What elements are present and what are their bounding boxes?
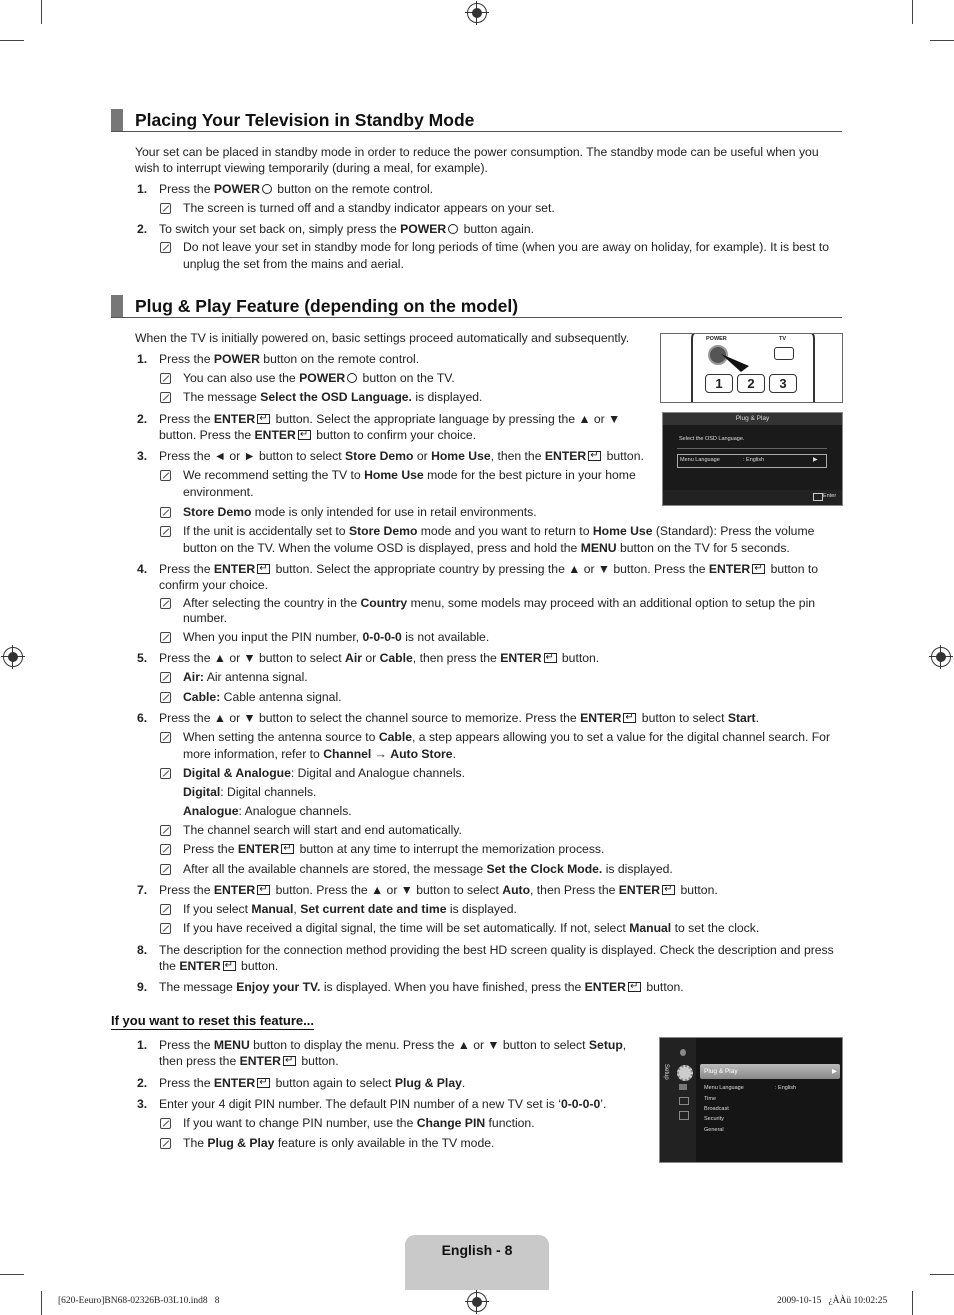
step-text: Press the MENU button to display the menu. Press the ▲ or ▼ button to select Setup, (159, 1038, 627, 1052)
note-text: Press the ENTER↵ button at any time to interrupt the memorization process. (183, 841, 604, 858)
note-text: You can also use the POWER button on the TV. (183, 371, 455, 385)
step-number: 2. (137, 412, 148, 426)
note-icon (160, 242, 171, 253)
note-text: When setting the antenna source to Cable, a step appears allowing you to set a value for the digital channel search. For (183, 730, 831, 744)
note-text: When you input the PIN number, 0-0-0-0 is not available. (183, 630, 490, 644)
osd-setup-menu (659, 1037, 843, 1163)
note-icon (160, 470, 171, 481)
osd-menu-language-label: Menu Language (680, 457, 720, 463)
paragraph: Your set can be placed in standby mode in order to reduce the power consumption. The standby mode can be useful when you (135, 145, 819, 159)
note-icon (160, 768, 171, 779)
step-text: Press the ENTER↵ button. Press the ▲ or ▼ button to select Auto, then Press the ENTER↵ button. (159, 882, 718, 899)
osd-right-arrow-icon: ▶ (813, 457, 818, 463)
osd-prompt: Select the OSD Language. (679, 436, 745, 442)
step-number: 1. (137, 352, 148, 366)
note-text: environment. (183, 485, 254, 499)
note-icon (160, 923, 171, 934)
registration-mark-icon (3, 647, 23, 667)
note-icon (160, 1118, 171, 1129)
note-icon (160, 844, 171, 855)
enter-icon (223, 961, 236, 971)
note-text: The Plug & Play feature is only available in the TV mode. (183, 1136, 495, 1150)
osd-right-arrow-icon: ▶ (832, 1068, 837, 1075)
note-icon (160, 632, 171, 643)
tv-button-icon (774, 347, 794, 360)
key-1: 1 (705, 374, 733, 393)
enter-icon (752, 564, 765, 574)
note-text: Air: Air antenna signal. (183, 670, 308, 684)
step-number: 9. (137, 980, 148, 994)
step-number: 2. (137, 1076, 148, 1090)
input-icon (679, 1097, 689, 1105)
note-icon (160, 526, 171, 537)
note-text: button on the TV. When the volume OSD is displayed, press and hold the MENU button on the TV for 5 seconds. (183, 541, 790, 555)
note-icon (160, 392, 171, 403)
step-text: Press the POWER button on the remote control. (159, 182, 434, 196)
note-text: If you want to change PIN number, use the Change PIN function. (183, 1116, 535, 1130)
sound-icon (679, 1084, 687, 1090)
enter-icon (813, 493, 823, 501)
note-text: If you have received a digital signal, the time will be set automatically. If not, select Manual to set the clock. (183, 921, 760, 935)
note-icon (160, 732, 171, 743)
step-text: then press the ENTER↵ button. (159, 1053, 339, 1070)
tv-label: TV (779, 336, 787, 342)
section-title: Plug & Play Feature (depending on the model) (135, 296, 519, 316)
paragraph: When the TV is initially powered on, basic settings proceed automatically and subsequently. (135, 331, 630, 345)
step-text: Press the ENTER↵ button. Select the appropriate language by pressing the ▲ or ▼ (159, 411, 620, 428)
osd-title: Plug & Play (663, 413, 842, 425)
note-text: After all the available channels are stored, the message Set the Clock Mode. is displayed. (183, 862, 673, 876)
note-text: If the unit is accidentally set to Store Demo mode and you want to return to Home Use (Standard): Press the volume (183, 524, 815, 538)
step-number: 1. (137, 182, 148, 196)
note-text: Digital: Digital channels. (183, 785, 317, 799)
enter-icon (298, 430, 311, 440)
registration-mark-icon (467, 1292, 487, 1312)
note-text: Store Demo mode is only intended for use in retail environments. (183, 505, 537, 519)
step-text: The message Enjoy your TV. is displayed. When you have finished, press the ENTER↵ button. (159, 979, 684, 996)
step-text: confirm your choice. (159, 578, 269, 592)
setup-gear-icon (677, 1065, 693, 1081)
note-icon (160, 373, 171, 384)
osd-menu-value: : English (775, 1085, 797, 1091)
power-icon (262, 184, 272, 194)
enter-icon (281, 844, 294, 854)
enter-icon (257, 564, 270, 574)
power-label: POWER (706, 336, 727, 342)
osd-language-screen (662, 412, 843, 506)
step-text: button. Press the ENTER↵ button to confirm your choice. (159, 427, 476, 444)
step-number: 8. (137, 943, 148, 957)
step-number: 2. (137, 222, 148, 236)
step-text: Press the ENTER↵ button again to select Plug & Play. (159, 1075, 465, 1092)
note-icon (160, 203, 171, 214)
page-number: English - 8 (441, 1242, 513, 1258)
step-number: 4. (137, 562, 148, 576)
note-text: Analogue: Analogue channels. (183, 804, 352, 818)
enter-icon (623, 713, 636, 723)
enter-icon (283, 1056, 296, 1066)
step-number: 1. (137, 1038, 148, 1052)
step-text: The description for the connection method providing the best HD screen quality is displayed. Check the description and press (159, 943, 834, 957)
note-icon (160, 507, 171, 518)
note-icon (160, 1138, 171, 1149)
osd-menu-item: Menu Language (704, 1085, 744, 1091)
osd-menu-item: Broadcast (704, 1106, 729, 1112)
osd-menu-language-value: : English (743, 457, 765, 463)
osd-menu-item: Security (704, 1116, 724, 1122)
registration-mark-icon (467, 3, 487, 23)
power-icon (347, 373, 357, 383)
note-text: We recommend setting the TV to Home Use mode for the best picture in your home (183, 468, 636, 482)
note-text: number. (183, 611, 228, 625)
paragraph: wish to interrupt viewing temporarily (during a meal, for example). (135, 161, 488, 175)
note-text: Cable: Cable antenna signal. (183, 690, 342, 704)
note-text: Do not leave your set in standby mode for long periods of time (when you are away on holiday, for example). It is best to (183, 240, 830, 254)
support-icon (679, 1111, 689, 1120)
note-text: After selecting the country in the Country menu, some models may proceed with an additional option to setup the pin (183, 596, 816, 610)
picture-icon (680, 1049, 686, 1056)
enter-icon (257, 1078, 270, 1088)
osd-menu-item: Time (704, 1096, 717, 1102)
step-number: 7. (137, 883, 148, 897)
osd-side-label: Setup (663, 1064, 669, 1080)
step-text: Enter your 4 digit PIN number. The default PIN number of a new TV set is ‘0-0-0-0’. (159, 1097, 607, 1111)
enter-icon (588, 451, 601, 461)
step-text: the ENTER↵ button. (159, 958, 278, 975)
step-text: Press the ENTER↵ button. Select the appropriate country by pressing the ▲ or ▼ button. Press the ENTER↵ button to (159, 561, 818, 578)
key-3: 3 (769, 374, 797, 393)
osd-menu-item: General (704, 1127, 724, 1133)
osd-enter-label: Enter (823, 493, 837, 499)
note-icon (160, 864, 171, 875)
note-icon (160, 904, 171, 915)
enter-icon (662, 885, 675, 895)
remote-illustration (660, 333, 843, 403)
step-number: 3. (137, 1097, 148, 1111)
note-text: The message Select the OSD Language. is displayed. (183, 390, 483, 404)
footer-date: 2009-10-15 ¿ÀÀü 10:02:25 (777, 1296, 888, 1306)
step-number: 3. (137, 449, 148, 463)
note-text: unplug the set from the mains and aerial. (183, 257, 404, 271)
pointer-arrow-icon (719, 352, 759, 374)
note-icon (160, 672, 171, 683)
note-text: The screen is turned off and a standby indicator appears on your set. (183, 201, 555, 215)
subheading: If you want to reset this feature... (111, 1013, 314, 1028)
power-icon (448, 224, 458, 234)
note-text: The channel search will start and end automatically. (183, 823, 462, 837)
step-number: 5. (137, 651, 148, 665)
enter-icon (544, 653, 557, 663)
enter-icon (628, 982, 641, 992)
step-text: To switch your set back on, simply press the POWER button again. (159, 222, 535, 236)
section-title: Placing Your Television in Standby Mode (135, 110, 475, 130)
note-icon (160, 825, 171, 836)
step-text: Press the ▲ or ▼ button to select the channel source to memorize. Press the ENTER↵ button to select Start. (159, 710, 759, 727)
note-text: If you select Manual, Set current date and time is displayed. (183, 902, 517, 916)
key-2: 2 (737, 374, 765, 393)
step-text: Press the POWER button on the remote control. (159, 352, 420, 366)
step-number: 6. (137, 711, 148, 725)
note-text: more information, refer to Channel → Auto Store. (183, 747, 456, 761)
registration-mark-icon (931, 647, 951, 667)
section-heading-standby (111, 109, 842, 132)
step-text: Press the ◄ or ► button to select Store Demo or Home Use, then the ENTER↵ button. (159, 448, 644, 465)
footer-file: [620-Eeuro]BN68-02326B-03L10.ind8 8 (58, 1296, 220, 1306)
enter-icon (257, 414, 270, 424)
osd-highlight-item: Plug & Play (704, 1068, 738, 1075)
enter-icon (257, 885, 270, 895)
step-text: Press the ▲ or ▼ button to select Air or Cable, then press the ENTER↵ button. (159, 650, 599, 667)
section-heading-plug-play (111, 295, 842, 318)
note-icon (160, 692, 171, 703)
note-icon (160, 598, 171, 609)
note-text: Digital & Analogue: Digital and Analogue channels. (183, 766, 466, 780)
